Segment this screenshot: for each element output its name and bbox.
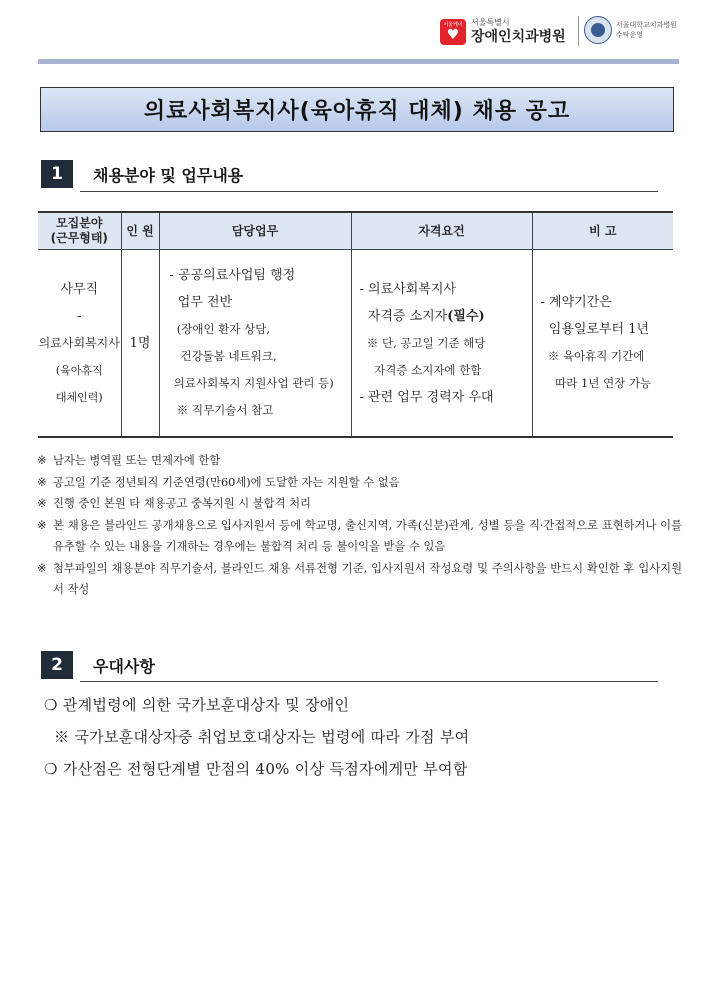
- list-item: ※ 본 채용은 블라인드 공개채용으로 입사지원서 등에 학교명, 출신지역, 가족(신분)관계, 성별 등을 직·간접적으로 표현하거나 이를 유추할 수 있는 내용을 기재하는 경우에는 불합격 처리 등 불이익을 받을 수 있음: [37, 518, 682, 553]
- list-item: ※ 남자는 병역필 또는 면제자에 한함: [37, 454, 221, 467]
- section-2-title: 우대사항: [93, 657, 155, 676]
- notes-list: [37, 450, 682, 601]
- logo-divider: [578, 16, 579, 46]
- header-category: 모집분야 (근무형태): [38, 212, 121, 250]
- header-divider: [38, 59, 679, 64]
- header-duties: 담당업무: [159, 212, 351, 250]
- preference-item-2: ❍ 가산점은 전형단계별 만점의 40% 이상 득점자에게만 부여함: [44, 760, 468, 778]
- table-row: [38, 250, 673, 438]
- section-1-number: 1: [41, 160, 73, 188]
- preference-item-1-note: ※ 국가보훈대상자중 취업보호대상자는 법령에 따라 가점 부여: [54, 728, 470, 746]
- header-headcount: 인 원: [121, 212, 159, 250]
- section-2-underline: [80, 681, 658, 682]
- header-remarks: 비 고: [532, 212, 673, 250]
- seoul-dental-hospital-logo: [440, 14, 566, 50]
- section-1-underline: [80, 191, 658, 192]
- cell-category: 사무직 - 의료사회복지사 (육아휴직 대체인력): [38, 250, 121, 438]
- logo-city-label: 서울특별시: [471, 18, 510, 27]
- cell-headcount: 1명: [121, 250, 159, 438]
- recruitment-table: [38, 211, 673, 438]
- preference-item-1: ❍ 관계법령에 의한 국가보훈대상자 및 장애인: [44, 696, 350, 714]
- university-seal-icon: [584, 16, 612, 44]
- heart-tag: 서울케어: [443, 22, 463, 28]
- university-logo-text: 서울대학교치과병원 수탁운영: [616, 21, 677, 39]
- heart-icon: 서울케어 ♥: [440, 19, 466, 45]
- cell-requirements: - 의료사회복지사 자격증 소지자(필수) ※ 단, 공고일 기준 해당 자격증 소지자에 한함 - 관련 업무 경력자 우대: [351, 250, 532, 438]
- section-1-title: 채용분야 및 업무내용: [93, 166, 244, 185]
- page-title: 의료사회복지사(육아휴직 대체) 채용 공고: [40, 87, 674, 132]
- list-item: ※ 공고일 기준 정년퇴직 기준연령(만60세)에 도달한 자는 지원할 수 없음: [37, 475, 400, 489]
- list-item: ※ 진행 중인 본원 타 채용공고 중복지원 시 불합격 처리: [37, 497, 311, 510]
- header-requirements: 자격요건: [351, 212, 532, 250]
- section-2-number: 2: [41, 651, 73, 679]
- logo-hospital-name: 장애인치과병원: [471, 29, 566, 45]
- list-item: ※ 첨부파일의 채용분야 직무기술서, 블라인드 채용 서류전형 기준, 입사지원서 작성요령 및 주의사항을 반드시 확인한 후 입사지원서 작성: [37, 561, 682, 596]
- cell-duties: - 공공의료사업팀 행정 업무 전반 (장애인 환자 상담, 건강돌봄 네트워크, 의료사회복지 지원사업 관리 등) ※ 직무기술서 참고: [159, 250, 351, 438]
- cell-remarks: - 계약기간은 임용일로부터 1년 ※ 육아휴직 기간에 따라 1년 연장 가능: [532, 250, 673, 438]
